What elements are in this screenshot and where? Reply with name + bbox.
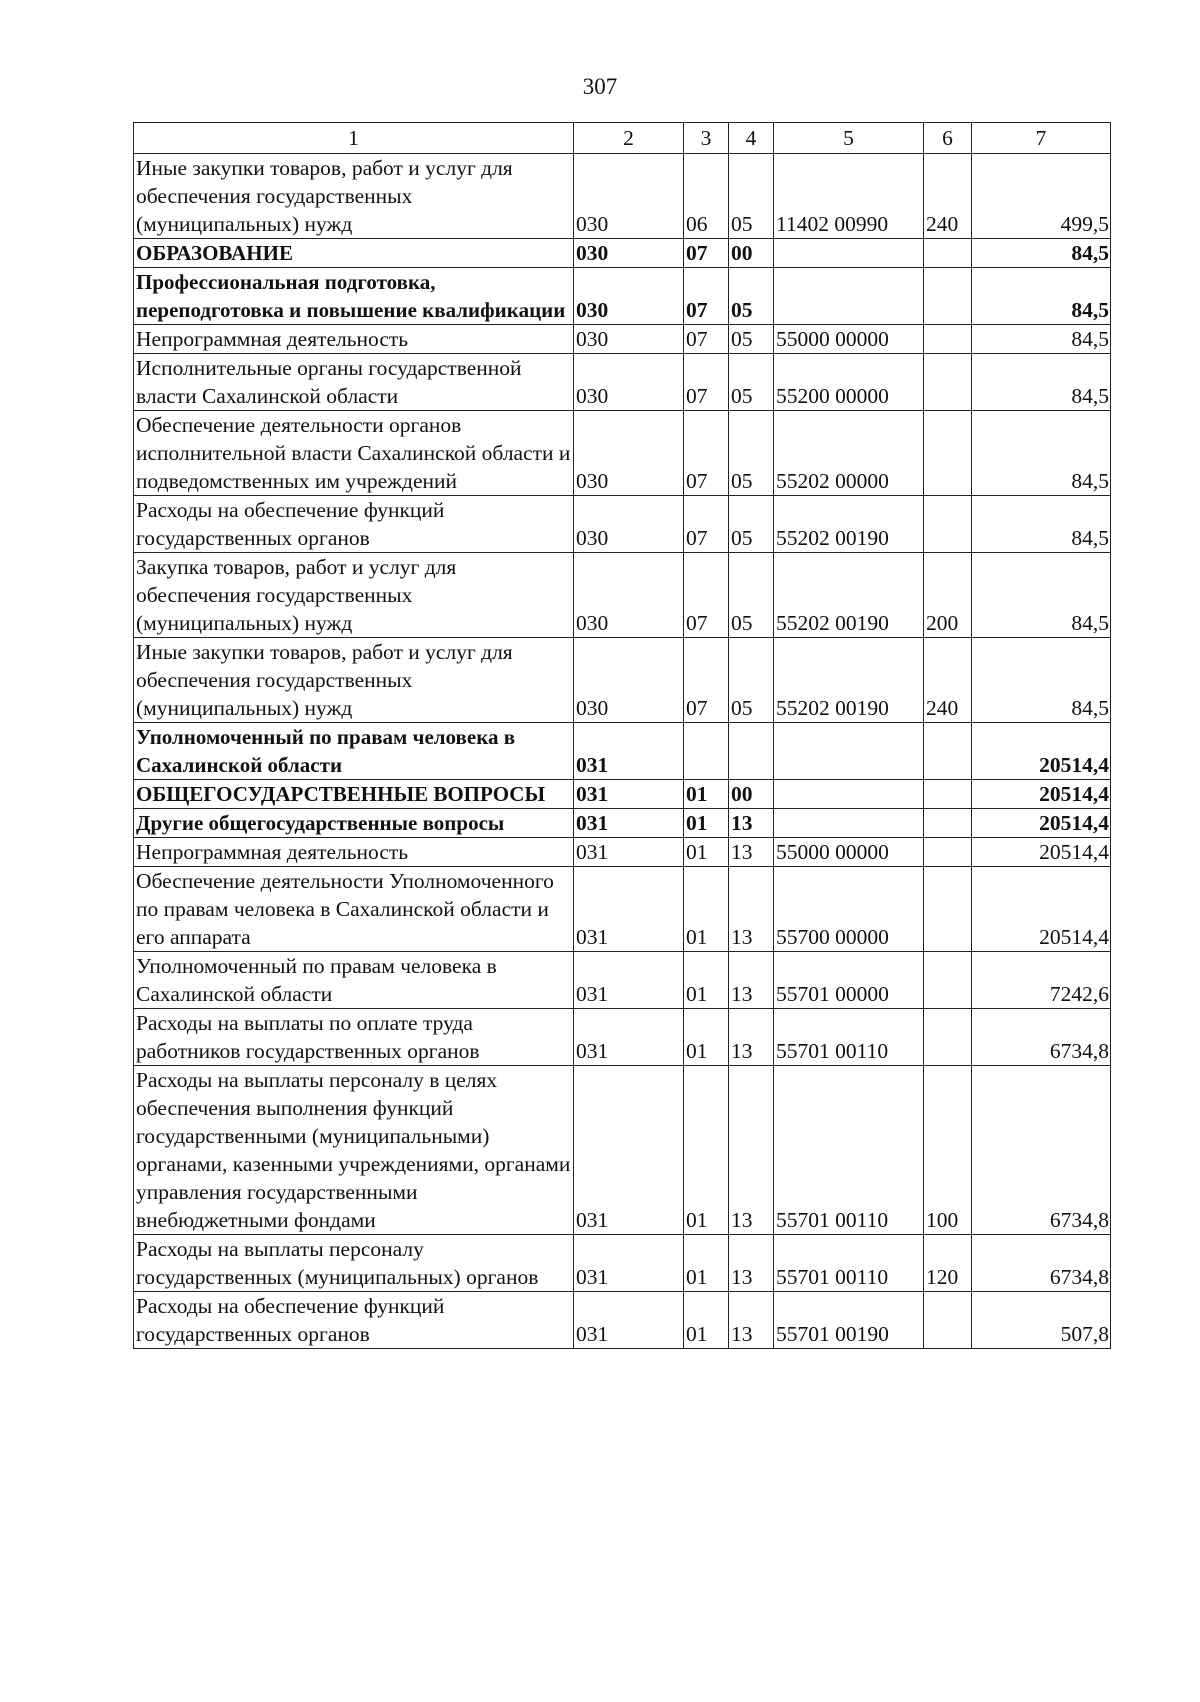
cell-name: Непрограммная деятельность [134,325,574,354]
cell-expense-type [924,723,972,780]
cell-section: 07 [684,239,729,268]
table-row [134,154,1111,239]
table-row [134,867,1111,952]
cell-subsection: 13 [729,838,774,867]
cell-target-article: 55701 00110 [774,1235,924,1292]
cell-amount: 6734,8 [972,1235,1111,1292]
table-row [134,325,1111,354]
cell-expense-type [924,838,972,867]
cell-target-article: 55200 00000 [774,354,924,411]
cell-admin-code: 031 [574,838,684,867]
cell-amount: 507,8 [972,1292,1111,1349]
cell-section: 07 [684,496,729,553]
header-col-3: 3 [684,123,729,154]
cell-admin-code: 031 [574,1009,684,1066]
cell-name: Расходы на обеспечение функций государственных органов [134,496,574,553]
cell-expense-type [924,780,972,809]
cell-amount: 84,5 [972,268,1111,325]
cell-section: 01 [684,867,729,952]
cell-amount: 6734,8 [972,1066,1111,1235]
cell-name: Уполномоченный по правам человека в Сахалинской области [134,723,574,780]
cell-name: Другие общегосударственные вопросы [134,809,574,838]
cell-expense-type: 240 [924,154,972,239]
cell-amount: 84,5 [972,411,1111,496]
table-row [134,354,1111,411]
header-row [134,123,1111,154]
header-col-7: 7 [972,123,1111,154]
cell-expense-type [924,268,972,325]
cell-admin-code: 030 [574,154,684,239]
cell-expense-type [924,1009,972,1066]
cell-section: 01 [684,1292,729,1349]
cell-target-article: 55202 00190 [774,496,924,553]
cell-amount: 84,5 [972,638,1111,723]
cell-target-article: 55202 00000 [774,411,924,496]
table-row [134,838,1111,867]
cell-admin-code: 030 [574,638,684,723]
table-row [134,809,1111,838]
header-col-4: 4 [729,123,774,154]
cell-expense-type [924,952,972,1009]
table-row [134,268,1111,325]
cell-section: 06 [684,154,729,239]
cell-admin-code: 031 [574,723,684,780]
table-row [134,1009,1111,1066]
cell-admin-code: 030 [574,268,684,325]
cell-target-article: 55700 00000 [774,867,924,952]
cell-section: 07 [684,553,729,638]
cell-name: Расходы на обеспечение функций государственных органов [134,1292,574,1349]
cell-admin-code: 030 [574,411,684,496]
cell-section: 01 [684,952,729,1009]
cell-target-article: 55202 00190 [774,638,924,723]
table-row [134,952,1111,1009]
cell-target-article [774,239,924,268]
cell-name: Иные закупки товаров, работ и услуг для обеспечения государственных (муниципальных) нужд [134,638,574,723]
cell-name: Исполнительные органы государственной власти Сахалинской области [134,354,574,411]
table-row [134,553,1111,638]
cell-amount: 20514,4 [972,809,1111,838]
cell-admin-code: 030 [574,496,684,553]
cell-subsection: 13 [729,1009,774,1066]
cell-name: Расходы на выплаты персоналу в целях обеспечения выполнения функций государственными (муниципальными) органами, казенными учреждениями, органами управления государственными внебюджетными фондами [134,1066,574,1235]
cell-admin-code: 030 [574,325,684,354]
cell-amount: 20514,4 [972,723,1111,780]
cell-name: Уполномоченный по правам человека в Сахалинской области [134,952,574,1009]
cell-amount: 84,5 [972,354,1111,411]
cell-subsection: 13 [729,1292,774,1349]
cell-admin-code: 030 [574,239,684,268]
table-row [134,638,1111,723]
table-header [134,123,1111,154]
cell-section [684,723,729,780]
table-row [134,780,1111,809]
cell-amount: 84,5 [972,496,1111,553]
cell-target-article: 11402 00990 [774,154,924,239]
cell-target-article [774,780,924,809]
header-col-2: 2 [574,123,684,154]
cell-expense-type: 100 [924,1066,972,1235]
cell-name: Закупка товаров, работ и услуг для обеспечения государственных (муниципальных) нужд [134,553,574,638]
cell-section: 07 [684,411,729,496]
cell-name: Расходы на выплаты персоналу государственных (муниципальных) органов [134,1235,574,1292]
cell-section: 01 [684,1235,729,1292]
cell-section: 07 [684,268,729,325]
cell-target-article [774,723,924,780]
cell-expense-type [924,325,972,354]
cell-subsection: 13 [729,867,774,952]
cell-name: ОБРАЗОВАНИЕ [134,239,574,268]
cell-target-article [774,268,924,325]
cell-section: 01 [684,1066,729,1235]
cell-target-article: 55000 00000 [774,325,924,354]
cell-subsection: 00 [729,780,774,809]
cell-name: Непрограммная деятельность [134,838,574,867]
cell-subsection: 05 [729,354,774,411]
cell-section: 01 [684,780,729,809]
cell-expense-type: 200 [924,553,972,638]
cell-name: ОБЩЕГОСУДАРСТВЕННЫЕ ВОПРОСЫ [134,780,574,809]
cell-admin-code: 031 [574,1235,684,1292]
cell-expense-type: 240 [924,638,972,723]
cell-admin-code: 031 [574,809,684,838]
cell-admin-code: 031 [574,952,684,1009]
header-col-6: 6 [924,123,972,154]
table-row [134,239,1111,268]
cell-admin-code: 031 [574,1066,684,1235]
cell-subsection: 05 [729,154,774,239]
cell-expense-type [924,867,972,952]
cell-subsection: 05 [729,496,774,553]
cell-expense-type [924,809,972,838]
cell-expense-type [924,411,972,496]
cell-section: 07 [684,638,729,723]
cell-amount: 84,5 [972,553,1111,638]
cell-subsection: 05 [729,325,774,354]
cell-admin-code: 031 [574,1292,684,1349]
cell-subsection: 05 [729,638,774,723]
cell-subsection: 05 [729,268,774,325]
table-row [134,1235,1111,1292]
cell-admin-code: 030 [574,354,684,411]
table-row [134,411,1111,496]
header-col-1: 1 [134,123,574,154]
cell-expense-type [924,239,972,268]
cell-target-article: 55701 00110 [774,1066,924,1235]
cell-target-article: 55202 00190 [774,553,924,638]
table-row [134,496,1111,553]
cell-subsection: 13 [729,1235,774,1292]
cell-amount: 7242,6 [972,952,1111,1009]
header-col-5: 5 [774,123,924,154]
table-row [134,723,1111,780]
cell-section: 07 [684,325,729,354]
cell-name: Иные закупки товаров, работ и услуг для обеспечения государственных (муниципальных) нужд [134,154,574,239]
table-row [134,1066,1111,1235]
cell-amount: 84,5 [972,325,1111,354]
cell-target-article: 55701 00190 [774,1292,924,1349]
cell-amount: 499,5 [972,154,1111,239]
cell-subsection: 13 [729,809,774,838]
cell-name: Профессиональная подготовка, переподготовка и повышение квалификации [134,268,574,325]
cell-section: 01 [684,1009,729,1066]
cell-subsection [729,723,774,780]
cell-expense-type: 120 [924,1235,972,1292]
table-body [134,154,1111,1349]
cell-amount: 20514,4 [972,780,1111,809]
cell-amount: 20514,4 [972,867,1111,952]
cell-section: 01 [684,838,729,867]
cell-name: Обеспечение деятельности Уполномоченного по правам человека в Сахалинской области и его аппарата [134,867,574,952]
cell-amount: 20514,4 [972,838,1111,867]
cell-subsection: 05 [729,411,774,496]
cell-section: 01 [684,809,729,838]
cell-amount: 84,5 [972,239,1111,268]
cell-subsection: 00 [729,239,774,268]
cell-target-article: 55701 00000 [774,952,924,1009]
page-number: 307 [582,74,618,99]
cell-section: 07 [684,354,729,411]
cell-expense-type [924,1292,972,1349]
cell-name: Расходы на выплаты по оплате труда работников государственных органов [134,1009,574,1066]
cell-expense-type [924,496,972,553]
cell-admin-code: 031 [574,867,684,952]
cell-admin-code: 031 [574,780,684,809]
table-row [134,1292,1111,1349]
budget-table [133,122,1111,1349]
cell-subsection: 13 [729,1066,774,1235]
cell-target-article: 55701 00110 [774,1009,924,1066]
cell-target-article: 55000 00000 [774,838,924,867]
cell-subsection: 05 [729,553,774,638]
cell-amount: 6734,8 [972,1009,1111,1066]
cell-expense-type [924,354,972,411]
cell-name: Обеспечение деятельности органов исполнительной власти Сахалинской области и подведомственных им учреждений [134,411,574,496]
cell-admin-code: 030 [574,553,684,638]
cell-target-article [774,809,924,838]
cell-subsection: 13 [729,952,774,1009]
